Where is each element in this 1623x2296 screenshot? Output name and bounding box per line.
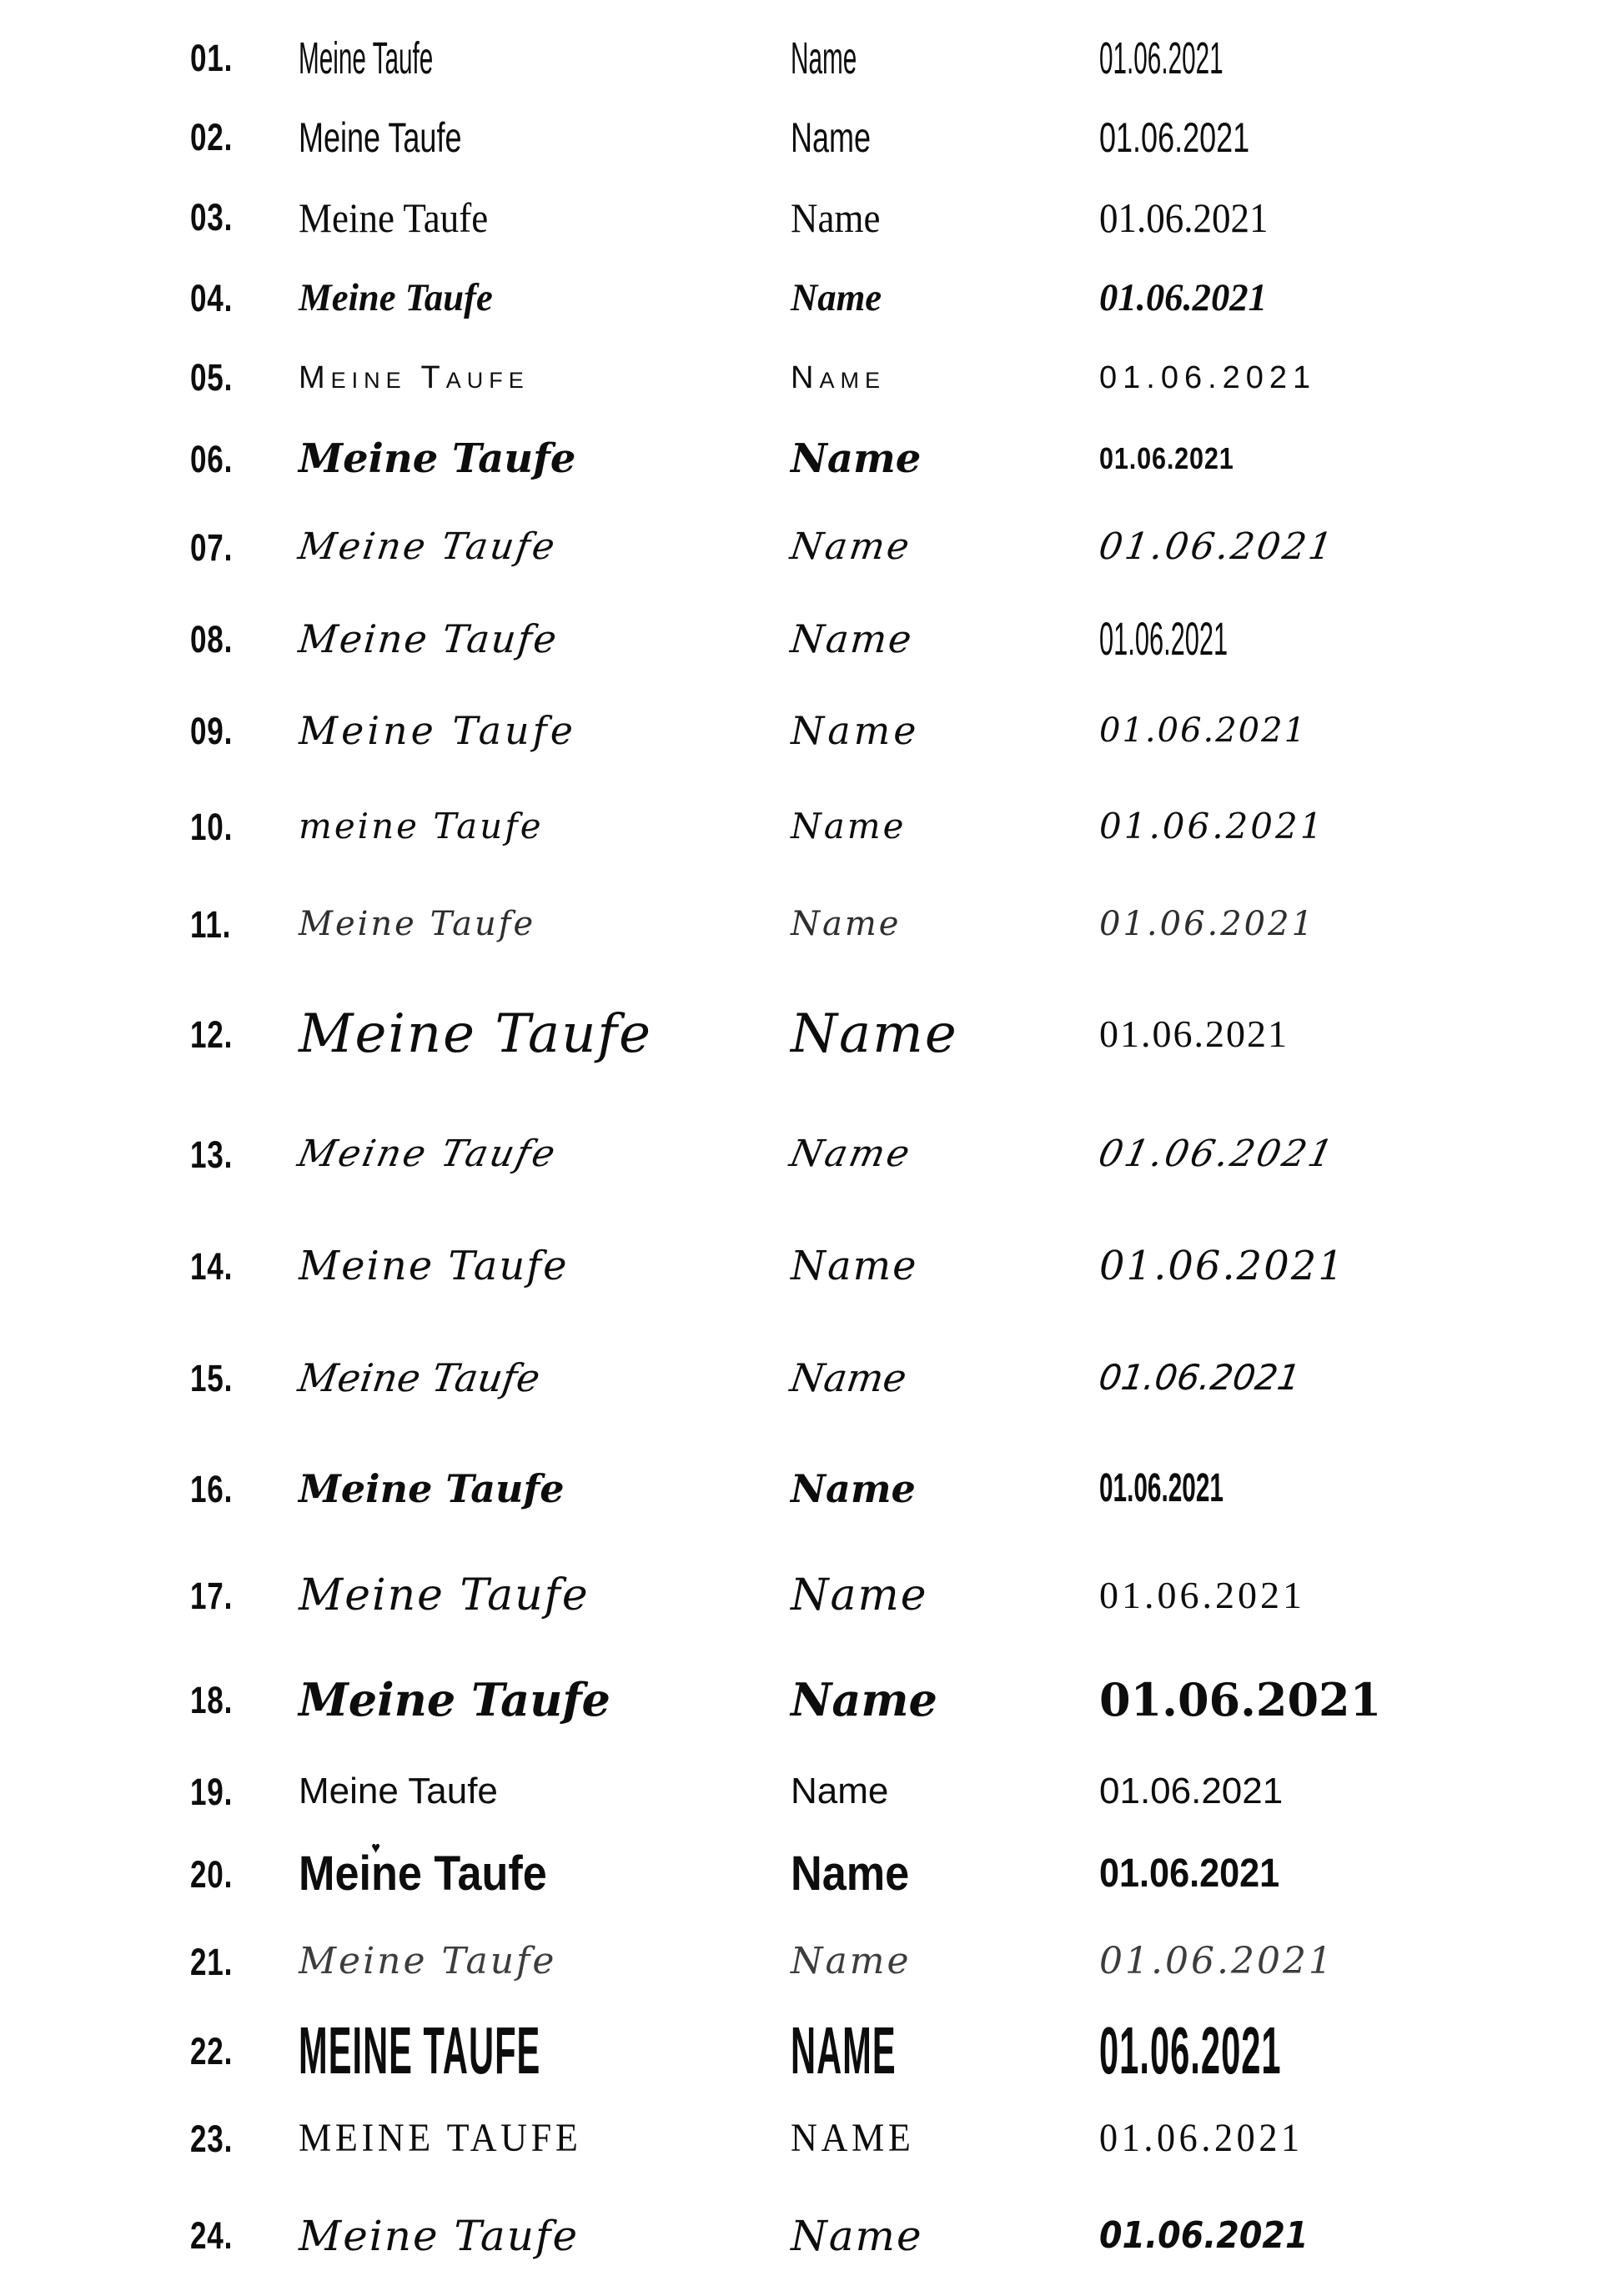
row-number: 05. xyxy=(190,356,234,399)
sample-text: Meine Taufe xyxy=(299,1673,611,1726)
font-sample-sheet xyxy=(0,18,1623,2288)
date-text: 01.06.2021 xyxy=(1099,275,1267,319)
name-text: Name xyxy=(791,113,872,161)
row-number: 24. xyxy=(190,2214,234,2257)
sample-text: Meine Taufe xyxy=(299,435,576,482)
date-text: 01.06.2021 xyxy=(1096,525,1338,568)
date-text: 01.06.2021 xyxy=(1099,1012,1289,1055)
name-text: Name xyxy=(791,193,881,241)
name-text: NAME xyxy=(791,2013,897,2088)
row-number: 04. xyxy=(190,276,234,319)
date-text: 01.06.2021 xyxy=(1096,1357,1303,1398)
font-row-03 xyxy=(0,177,1623,258)
date-text: 01.06.2021 xyxy=(1099,612,1229,665)
name-text: Name xyxy=(791,1570,928,1620)
sample-text: Meine Taufe xyxy=(295,1355,543,1400)
sample-text: Meine Taufe xyxy=(299,1243,569,1289)
font-row-23 xyxy=(0,2093,1623,2183)
name-text: Name xyxy=(786,1133,917,1175)
row-number: 12. xyxy=(190,1012,234,1056)
font-row-12 xyxy=(0,972,1623,1096)
date-text: 01.06.2021 xyxy=(1099,1940,1334,1982)
font-row-18 xyxy=(0,1650,1623,1750)
date-text: 01.06.2021 xyxy=(1099,441,1234,475)
sample-text: Meine Taufe xyxy=(299,1940,557,1982)
name-text: Name xyxy=(788,616,915,661)
date-text: 01.06.2021 xyxy=(1099,2116,1304,2160)
row-number: 14. xyxy=(190,1244,234,1288)
font-row-02 xyxy=(0,98,1623,177)
sample-text: Meine Taufe xyxy=(299,359,530,395)
row-number: 01. xyxy=(190,37,234,79)
name-text: Name xyxy=(791,435,922,482)
row-number: 11. xyxy=(190,902,232,946)
row-number: 09. xyxy=(190,709,234,752)
name-text: Name xyxy=(791,1003,958,1065)
sample-text: Meine Taufe xyxy=(299,193,489,241)
sample-text: Meine Taufe xyxy=(299,113,462,161)
row-number: 23. xyxy=(190,2117,234,2160)
name-text: NAME xyxy=(791,2116,915,2160)
sample-text: Meine Taufe xyxy=(299,33,434,83)
name-text: Name xyxy=(791,1846,910,1901)
font-row-22 xyxy=(0,2008,1623,2093)
row-number: 20. xyxy=(190,1852,234,1896)
row-number: 02. xyxy=(190,116,234,158)
date-text: 01.06.2021 xyxy=(1099,905,1316,943)
name-text: Name xyxy=(787,1355,910,1400)
date-text: 01.06.2021 xyxy=(1094,1133,1339,1175)
row-number: 03. xyxy=(190,196,234,239)
date-text: 01.06.2021 xyxy=(1099,33,1224,83)
date-text: 01.06.2021 xyxy=(1099,806,1325,847)
sample-text: Meine Taufe xyxy=(299,905,536,943)
date-text: 01.06.2021 xyxy=(1099,1466,1224,1510)
font-row-14 xyxy=(0,1213,1623,1319)
font-row-20 xyxy=(0,1833,1623,1915)
name-text: Name xyxy=(791,359,886,395)
name-text: Name xyxy=(791,1940,912,1982)
name-text: Name xyxy=(791,1673,937,1726)
sample-text: Meine Taufe xyxy=(299,2211,580,2260)
name-text: Name xyxy=(791,275,882,319)
row-number: 06. xyxy=(190,437,234,480)
sample-text: Meine Taufe xyxy=(295,525,560,568)
font-row-06 xyxy=(0,417,1623,500)
name-text: Name xyxy=(791,708,920,753)
font-row-01 xyxy=(0,18,1623,98)
name-text: Name xyxy=(791,1771,889,1811)
row-number: 18. xyxy=(190,1678,234,1721)
date-text: 01.06.2021 xyxy=(1099,1243,1345,1289)
font-row-10 xyxy=(0,777,1623,876)
sample-text: Meine Taufe xyxy=(299,1570,590,1620)
sample-text: Meine Taufe xyxy=(299,1003,652,1065)
sample-text: Meine Taufe xyxy=(299,1466,565,1511)
sample-text: MEINE TAUFE xyxy=(299,2116,582,2160)
sample-text: Meine Taufe xyxy=(299,1771,498,1811)
name-text: Name xyxy=(791,905,902,943)
row-number: 16. xyxy=(190,1467,234,1510)
font-row-08 xyxy=(0,594,1623,684)
name-text: Name xyxy=(791,33,857,83)
date-text: 01.06.2021 xyxy=(1099,1771,1284,1811)
sample-text: Meine Taufe xyxy=(296,616,560,661)
row-number: 17. xyxy=(190,1574,234,1617)
sample-text: MEINE TAUFE xyxy=(299,2013,541,2088)
font-row-05 xyxy=(0,338,1623,417)
name-text: Name xyxy=(791,1466,916,1511)
date-text: 01.06.2021 xyxy=(1099,2213,1309,2257)
name-text: Name xyxy=(791,1243,918,1289)
font-row-07 xyxy=(0,500,1623,594)
font-row-24 xyxy=(0,2183,1623,2288)
name-text: Name xyxy=(791,2211,923,2260)
row-number: 21. xyxy=(190,1940,234,1983)
font-row-15 xyxy=(0,1319,1623,1436)
date-text: 01.06.2021 xyxy=(1099,1673,1382,1726)
sample-text-with-heart-dot: Meine Taufe ♥ xyxy=(299,1850,741,1898)
font-row-19 xyxy=(0,1750,1623,1833)
font-row-17 xyxy=(0,1541,1623,1650)
date-text: 01.06.2021 xyxy=(1099,359,1317,395)
date-text: 01.06.2021 xyxy=(1099,193,1269,241)
date-text: 01.06.2021 xyxy=(1099,113,1250,161)
sample-text: meine Taufe xyxy=(299,806,544,847)
row-number: 08. xyxy=(190,617,234,661)
sample-text: Meine Taufe xyxy=(299,275,493,319)
name-text: Name xyxy=(787,525,915,568)
sample-text: Meine Taufe xyxy=(294,1133,561,1175)
font-row-21 xyxy=(0,1915,1623,2008)
date-text: 01.06.2021 xyxy=(1099,711,1308,750)
font-row-09 xyxy=(0,684,1623,777)
date-text: 01.06.2021 xyxy=(1099,1574,1305,1616)
row-number: 13. xyxy=(190,1133,234,1176)
row-number: 22. xyxy=(190,2029,234,2072)
font-row-11 xyxy=(0,876,1623,972)
row-number: 15. xyxy=(190,1356,234,1399)
row-number: 07. xyxy=(190,525,234,569)
row-number: 10. xyxy=(190,805,234,848)
name-text: Name xyxy=(791,806,907,847)
date-text: 01.06.2021 xyxy=(1099,2013,1282,2088)
font-row-04 xyxy=(0,258,1623,338)
font-row-16 xyxy=(0,1436,1623,1541)
row-number: 19. xyxy=(190,1770,234,1813)
sample-text: Meine Taufe xyxy=(299,708,576,753)
font-row-13 xyxy=(0,1096,1623,1213)
date-text: 01.06.2021 xyxy=(1099,1851,1280,1896)
